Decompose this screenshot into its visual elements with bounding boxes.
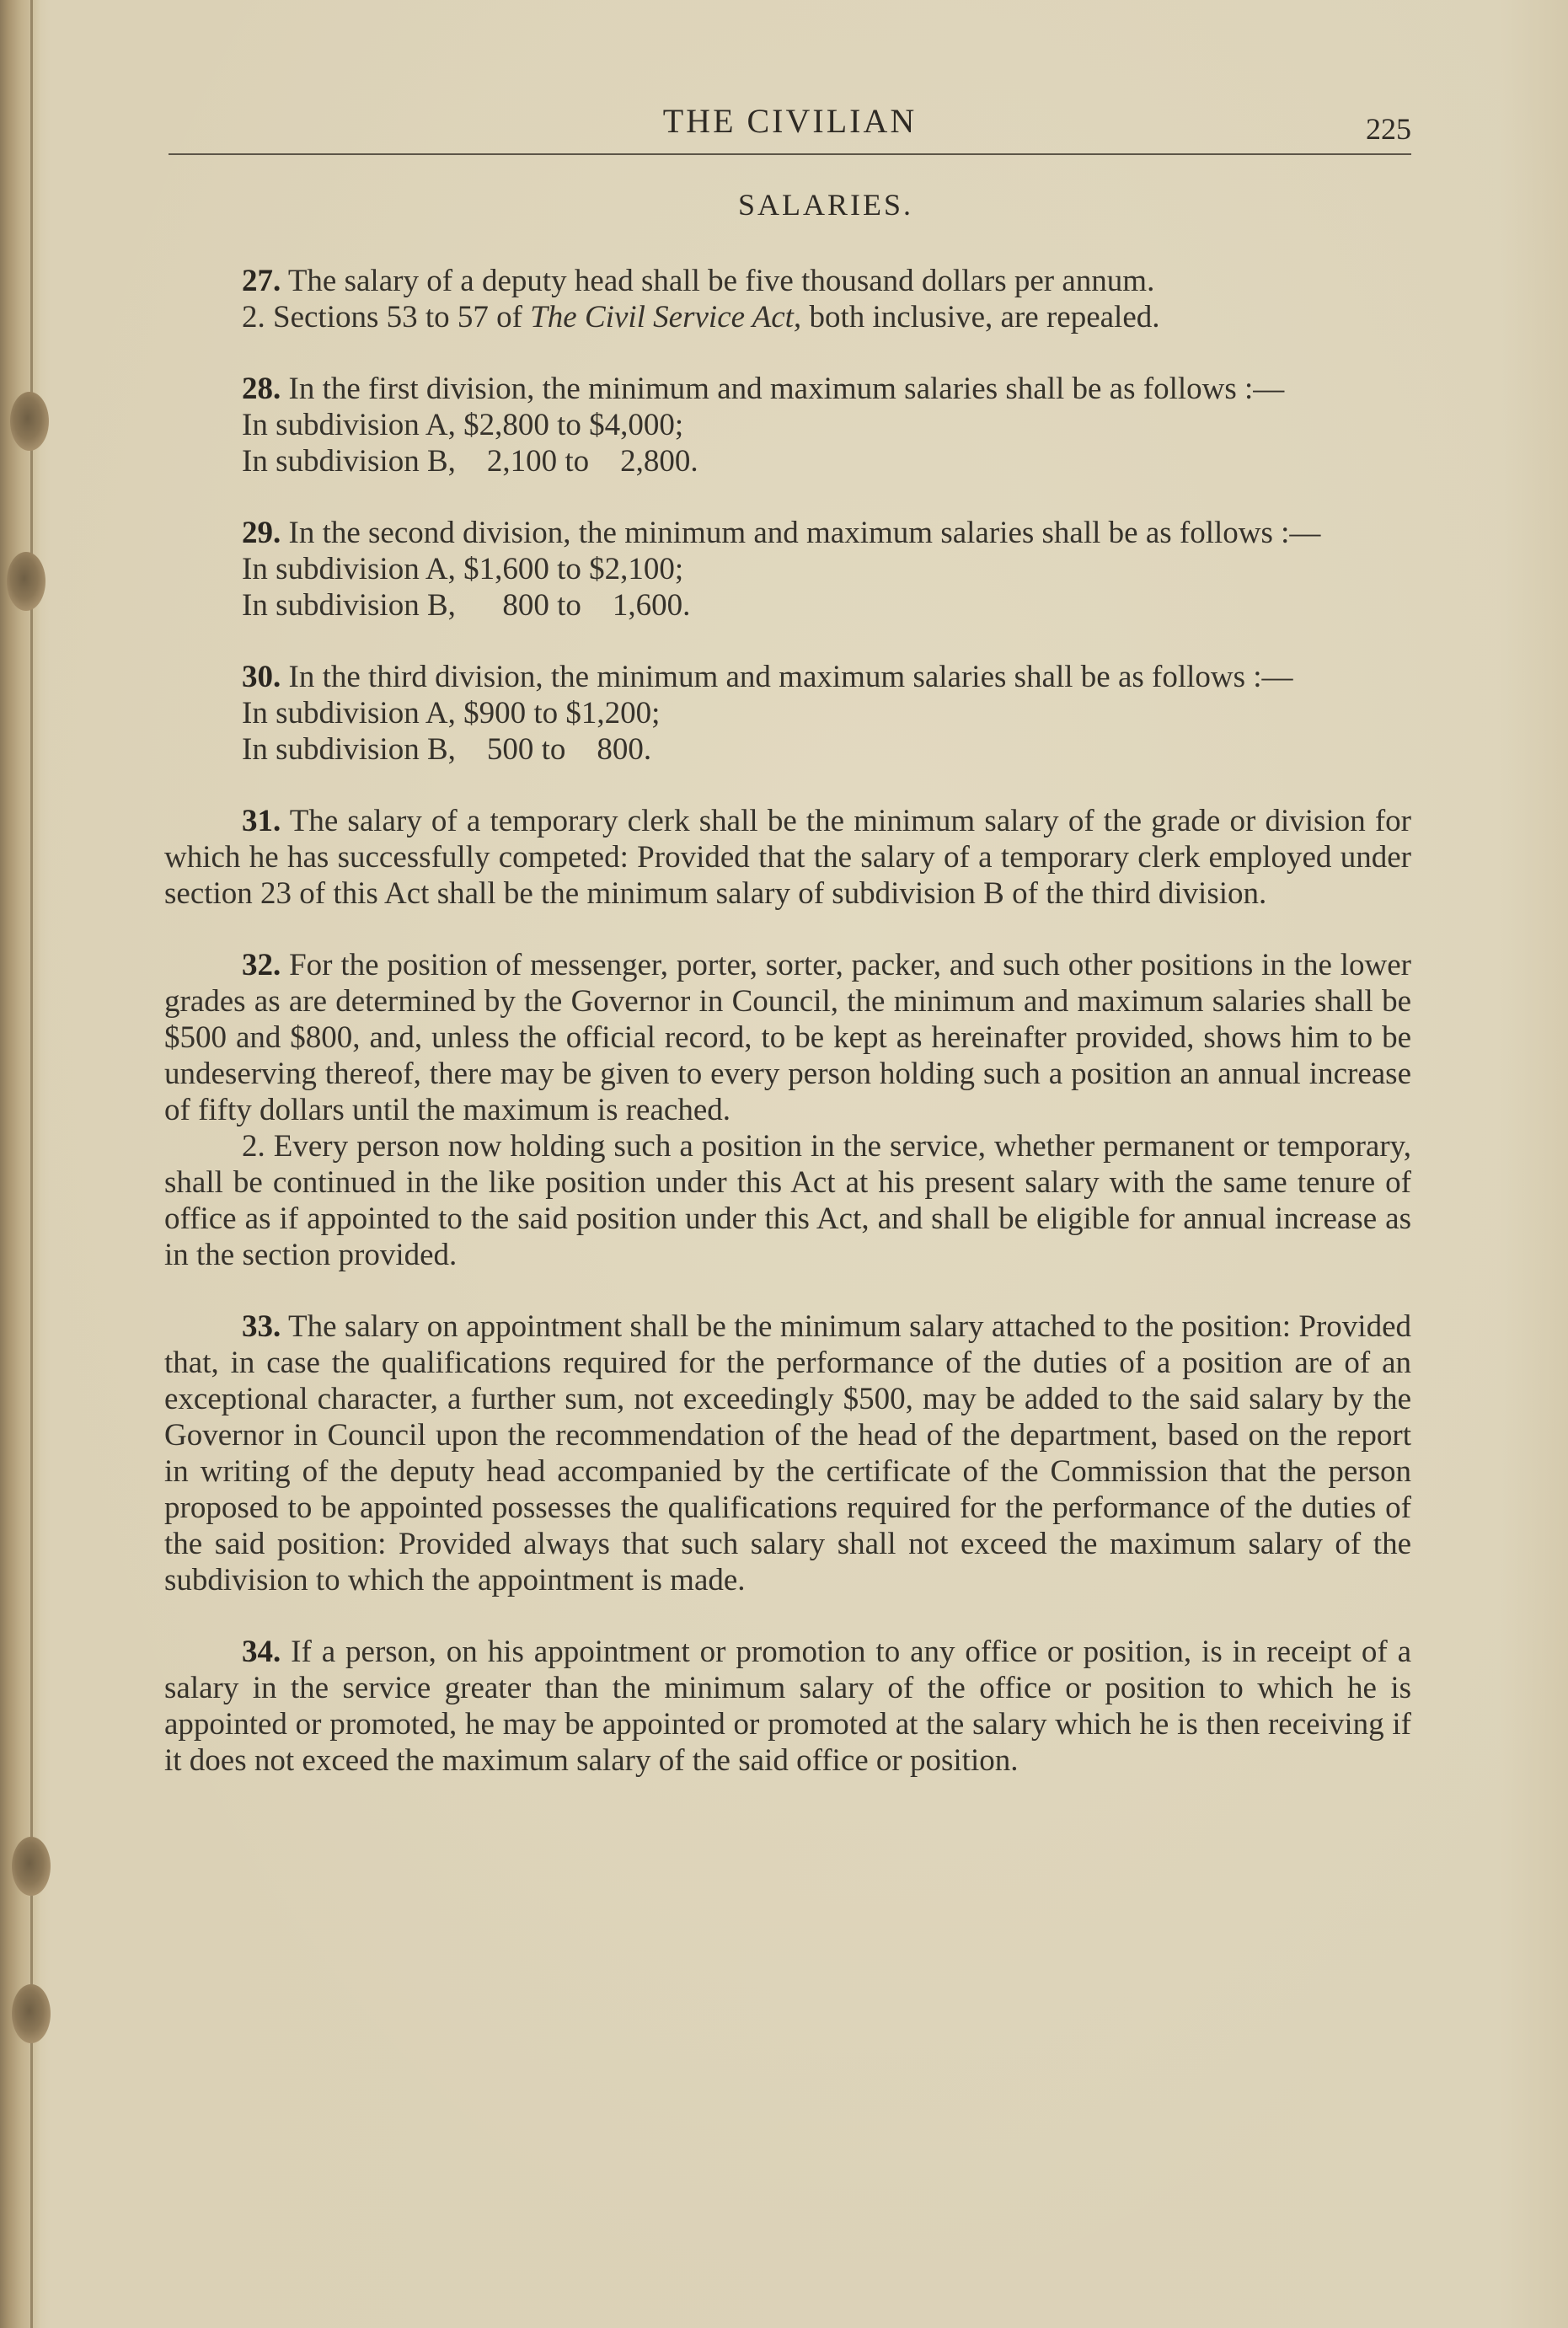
section-27-subsection-2 bbox=[164, 299, 1411, 335]
section-number: 29. bbox=[242, 516, 281, 550]
section-33 bbox=[164, 1308, 1411, 1598]
section-text: In the first division, the minimum and maximum salaries shall be as follows :— bbox=[281, 372, 1285, 406]
page-number: 225 bbox=[1366, 112, 1411, 146]
section-29-paragraph bbox=[164, 515, 1411, 551]
section-32 bbox=[164, 947, 1411, 1273]
section-number: 27. bbox=[242, 264, 281, 298]
subdivision-b-line: In subdivision B, 800 to 1,600. bbox=[242, 588, 691, 623]
section-text: The salary of a temporary clerk shall be the minimum salary of the grade or division for which he has successfully competed: Provided that the salary of a temporary clerk employed under section 23 of this Act shall be the minimum salary of subdivision B of the third division. bbox=[164, 804, 1411, 911]
section-number: 33. bbox=[242, 1309, 281, 1344]
section-27 bbox=[164, 263, 1411, 335]
section-32-paragraph bbox=[164, 947, 1411, 1128]
section-28 bbox=[164, 371, 1411, 479]
section-text: In the second division, the minimum and maximum salaries shall be as follows :— bbox=[281, 516, 1321, 550]
subdivision-a-line: In subdivision A, $900 to $1,200; bbox=[242, 696, 661, 731]
running-title: THE CIVILIAN bbox=[662, 102, 918, 140]
act-title: The Civil Service Act, bbox=[530, 300, 802, 334]
section-32-subsection-2: 2. Every person now holding such a position in the service, whether permanent or temporary, shall be continued in the like position under this Act at his present salary with the same tenure of office as if appointed to the said position under this Act, and shall be eligible for annual increase as in the section provided. bbox=[164, 1129, 1411, 1272]
section-heading: SALARIES. bbox=[737, 188, 914, 222]
section-28-paragraph bbox=[164, 371, 1411, 407]
binding-hole bbox=[12, 1984, 51, 2043]
subsection-text: both inclusive, are repealed. bbox=[801, 300, 1160, 334]
subsection-text: 2. Sections 53 to 57 of bbox=[242, 300, 531, 334]
section-34 bbox=[164, 1634, 1411, 1779]
section-number: 31. bbox=[242, 804, 281, 838]
section-30-paragraph bbox=[164, 659, 1411, 695]
section-text: For the position of messenger, porter, sorter, packer, and such other positions in the lower grades as are determined by the Governor in Council, the minimum and maximum salaries shall be $500 and $800, and, unless the official record, to be kept as hereinafter provided, shows him to be undeserving thereof, there may be given to every person holding such a position an annual increase of fifty dollars until the maximum is reached. bbox=[164, 948, 1411, 1127]
binding-hole bbox=[12, 1837, 51, 1896]
subdivision-a-line: In subdivision A, $1,600 to $2,100; bbox=[242, 552, 684, 586]
section-30 bbox=[164, 659, 1411, 768]
header-rule bbox=[169, 153, 1411, 155]
binding-fold-line bbox=[30, 0, 33, 2328]
section-34-paragraph bbox=[164, 1634, 1411, 1779]
section-33-paragraph bbox=[164, 1308, 1411, 1598]
section-text: If a person, on his appointment or promotion to any office or position, is in receipt of a salary in the service greater than the minimum salary of the office or position to which he is appointed or promoted, he may be appointed or promoted at the salary which he is then receiving if it does not exceed the maximum salary of the said office or position. bbox=[164, 1635, 1411, 1778]
section-27-paragraph bbox=[164, 263, 1411, 299]
binding-hole bbox=[7, 552, 45, 611]
section-31 bbox=[164, 803, 1411, 912]
section-31-paragraph bbox=[164, 803, 1411, 912]
section-number: 32. bbox=[242, 948, 281, 982]
document-body bbox=[164, 263, 1411, 1814]
section-number: 34. bbox=[242, 1635, 281, 1669]
section-number: 28. bbox=[242, 372, 281, 406]
page-binding-shadow bbox=[0, 0, 40, 2328]
section-number: 30. bbox=[242, 660, 281, 694]
section-29 bbox=[164, 515, 1411, 623]
section-text: The salary on appointment shall be the minimum salary attached to the position: Provided that, in case the qualifications required for the performance of the duties of a position are of an exceptional character, a further sum, not exceedingly $500, may be added to the said salary by the Governor in Council upon the recommendation of the head of the department, based on the report in writing of the deputy head accompanied by the certificate of the Commission that the person proposed to be appointed possesses the qualifications required for the performance of the duties of the said position: Provided always that such salary shall not exceed the maximum salary of the subdivision to which the appointment is made. bbox=[164, 1309, 1411, 1597]
subdivision-a-line: In subdivision A, $2,800 to $4,000; bbox=[242, 408, 684, 442]
section-text: The salary of a deputy head shall be five thousand dollars per annum. bbox=[281, 264, 1155, 298]
subdivision-b-line: In subdivision B, 500 to 800. bbox=[242, 732, 652, 767]
subdivision-b-line: In subdivision B, 2,100 to 2,800. bbox=[242, 444, 698, 479]
section-text: In the third division, the minimum and maximum salaries shall be as follows :— bbox=[281, 660, 1293, 694]
binding-hole bbox=[10, 392, 49, 451]
page-header bbox=[169, 94, 1411, 162]
